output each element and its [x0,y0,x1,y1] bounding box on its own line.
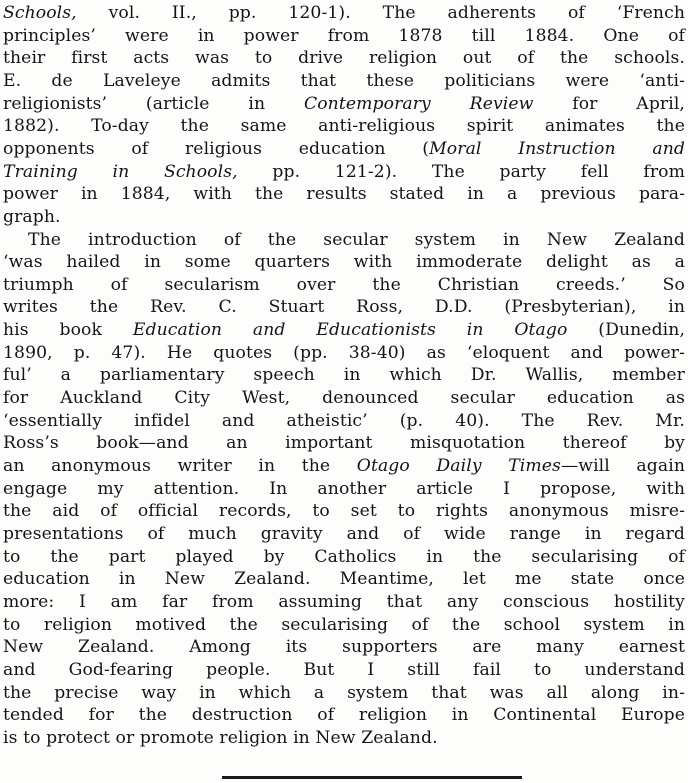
text-run: is to protect or promote religion in New Zealand. [3,727,438,748]
text-run: tended for the destruction of religion in Continental Europe [3,705,685,726]
text-line [3,115,685,137]
text-run: (Dunedin, [567,320,686,341]
text-line [3,161,685,183]
text-run: vol. II., pp. 120-1). The adherents of ‘French [76,3,685,23]
italic-title: Otago Daily Times [356,456,561,476]
text-run: E. de Laveleye admits that these politicians were ‘anti- [3,70,685,91]
text-run: power in 1884, with the results stated in a previous para- [3,184,685,205]
text-run: presentations of much gravity and of wide range in regard [3,523,685,544]
text-line [3,47,685,69]
text-run: their first acts was to drive religion out of the schools. [3,48,685,69]
text-line [3,636,685,658]
text-run: to the part played by Catholics in the secularising of [3,546,685,567]
text-run: 1890, p. 47). He quotes (pp. 38-40) as ‘eloquent and power- [3,342,685,363]
text-line [3,387,685,409]
italic-title: Schools, [3,3,77,23]
text-line [3,478,685,500]
italic-title: Education and Educationists in Otago [132,320,568,341]
text-run: ‘essentially infidel and atheistic’ (p. 40). The Rev. Mr. [3,410,685,431]
text-line [3,183,685,205]
text-line [3,523,685,545]
text-line [3,342,685,364]
text-line [3,251,685,273]
italic-title: Training in Schools, [3,161,238,182]
text-line [3,319,685,341]
italic-title: Contemporary Review [303,93,534,114]
text-run: 1882). To-day the same anti-religious spirit animates the [3,116,685,137]
text-run: —will again [560,456,685,476]
text-line [3,500,685,522]
text-run: education in New Zealand. Meantime, let me state once [3,569,685,590]
text-run: ful’ a parliamentary speech in which Dr. Wallis, member [3,365,685,386]
text-line [3,410,685,432]
italic-title: Moral Instruction and [429,138,685,159]
text-line [3,206,685,228]
text-run: for April, [533,93,685,114]
text-line [28,229,685,251]
text-run: writes the Rev. C. Stuart Ross, D.D. (Presbyterian), in [3,297,685,318]
text-line [3,138,685,160]
text-line [3,70,685,92]
text-run: more: I am far from assuming that any conscious hostility [3,591,685,612]
text-run: opponents of religious education ( [3,138,430,159]
text-line [3,546,685,568]
text-line [3,455,685,477]
text-run: religionists’ (article in [3,93,304,114]
text-run: for Auckland City West, denounced secular education as [3,388,685,409]
text-run: New Zealand. Among its supporters are many earnest [3,637,685,658]
text-line [3,568,685,590]
text-run: and God-fearing people. But I still fail to understand [3,659,685,680]
text-line [3,591,685,613]
text-run: graph. [3,206,61,227]
text-run: engage my attention. In another article I propose, with [3,478,685,499]
text-line [3,432,685,454]
text-line [3,364,685,386]
closing-rule [222,776,522,779]
text-line [3,727,685,749]
text-line [3,274,685,296]
text-run: principles’ were in power from 1878 till 1884. One of [3,25,685,46]
text-line [3,296,685,318]
text-run: to religion motived the secularising of the school system in [3,614,685,635]
text-run: his book [3,320,133,341]
text-line [3,2,685,24]
text-line [3,704,685,726]
text-run: pp. 121-2). The party fell from [237,161,685,182]
text-run: triumph of secularism over the Christian creeds.’ So [3,274,685,295]
text-run: the aid of official records, to set to rights anonymous misre- [3,501,685,522]
text-run: Ross’s book—and an important misquotation thereof by [3,433,685,454]
text-run: an anonymous writer in the [3,456,357,476]
text-run: The introduction of the secular system in New Zealand [28,229,685,250]
text-run: the precise way in which a system that was all along in- [3,682,685,703]
text-line [3,659,685,681]
text-run: ‘was hailed in some quarters with immoderate delight as a [3,252,685,273]
text-line [3,93,685,115]
text-line [3,682,685,704]
text-line [3,614,685,636]
text-line [3,25,685,47]
